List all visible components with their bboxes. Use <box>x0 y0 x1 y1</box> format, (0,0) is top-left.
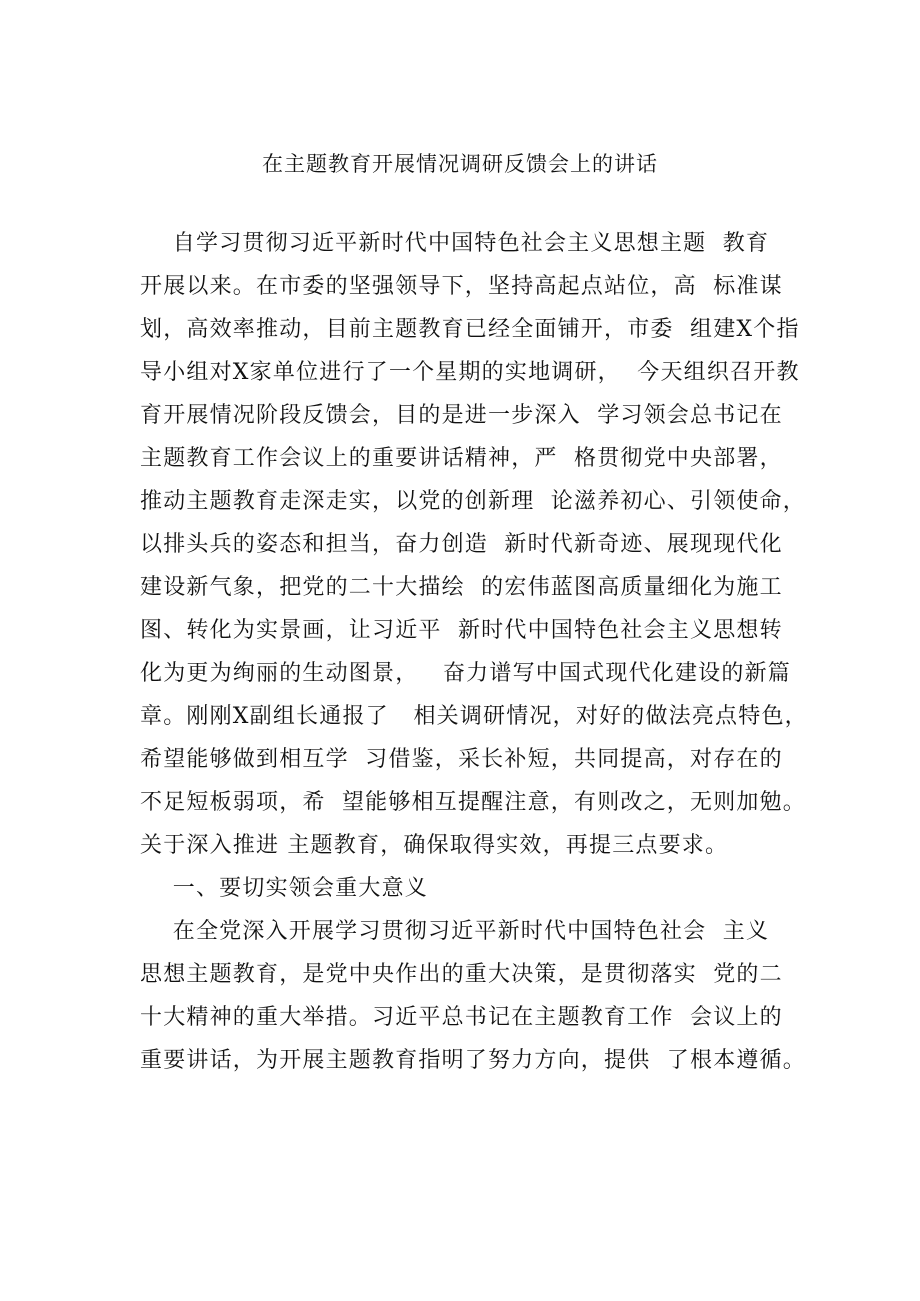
paragraph-line: 章。刚刚X副组长通报了 相关调研情况，对好的做法亮点特色， <box>140 704 808 729</box>
paragraph-line: 主题教育工作会议上的重要讲话精神，严 格贯彻党中央部署， <box>140 446 783 471</box>
paragraph-line: 十大精神的重大举措。习近平总书记在主题教育工作 会议上的 <box>140 1005 783 1030</box>
paragraph-line: 重要讲话，为开展主题教育指明了努力方向，提供 了根本遵循。 <box>140 1048 806 1073</box>
section-heading: 一、要切实领会重大意义 <box>140 876 428 901</box>
paragraph-line: 导小组对X家单位进行了一个星期的实地调研， 今天组织召开教 <box>140 360 800 385</box>
paragraph-line: 育开展情况阶段反馈会，目的是进一步深入 学习领会总书记在 <box>140 403 783 428</box>
paragraph-line: 希望能够做到相互学 习借鉴，采长补短，共同提高，对存在的 <box>140 747 783 772</box>
paragraph-line: 自学习贯彻习近平新时代中国特色社会主义思想主题 教育 <box>140 231 770 256</box>
paragraph-line: 开展以来。在市委的坚强领导下，坚持高起点站位，高 标准谋 <box>140 274 783 299</box>
paragraph-line: 关于深入推进 主题教育，确保取得实效，再提三点要求。 <box>140 833 729 858</box>
paragraph-line: 图、转化为实景画，让习近平 新时代中国特色社会主义思想转 <box>140 618 783 643</box>
paragraph-line: 不足短板弱项，希 望能够相互提醒注意，有则改之，无则加勉。 <box>140 790 806 815</box>
paragraph-line: 建设新气象，把党的二十大描绘 的宏伟蓝图高质量细化为施工 <box>140 575 783 600</box>
paragraph-line: 化为更为绚丽的生动图景， 奋力谱写中国式现代化建设的新篇 <box>140 661 791 686</box>
paragraph-line: 推动主题教育走深走实，以党的创新理 论滋养初心、引领使命， <box>140 489 806 514</box>
paragraph-line: 以排头兵的姿态和担当，奋力创造 新时代新奇迹、展现现代化 <box>140 532 783 557</box>
document-title: 在主题教育开展情况调研反馈会上的讲话 <box>262 152 658 176</box>
paragraph-line: 在全党深入开展学习贯彻习近平新时代中国特色社会 主义 <box>140 919 770 944</box>
paragraph-line: 划，高效率推动，目前主题教育已经全面铺开，市委 组建X个指 <box>140 317 800 342</box>
paragraph-line: 思想主题教育，是党中央作出的重大决策，是贯彻落实 党的二 <box>140 962 783 987</box>
